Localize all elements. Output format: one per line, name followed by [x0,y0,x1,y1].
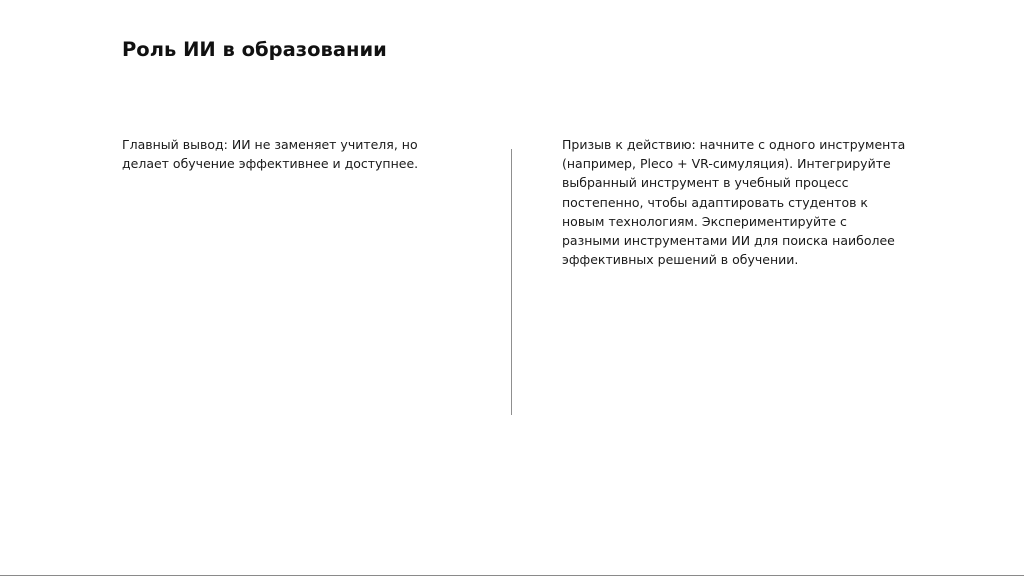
column-divider [511,149,512,415]
slide-title: Роль ИИ в образовании [122,38,387,61]
call-to-action-text: Призыв к действию: начните с одного инструмента (например, Pleco + VR-симуляция). Интегрируйте выбранный инструмент в учебный процесс постепенно, чтобы адаптировать студентов к новым технологиям. Экспериментируйте с разными инструментами ИИ для поиска наиболее эффективных решений в обучении. [562,137,906,268]
main-conclusion-text: Главный вывод: ИИ не заменяет учителя, но делает обучение эффективнее и доступнее. [122,137,419,172]
